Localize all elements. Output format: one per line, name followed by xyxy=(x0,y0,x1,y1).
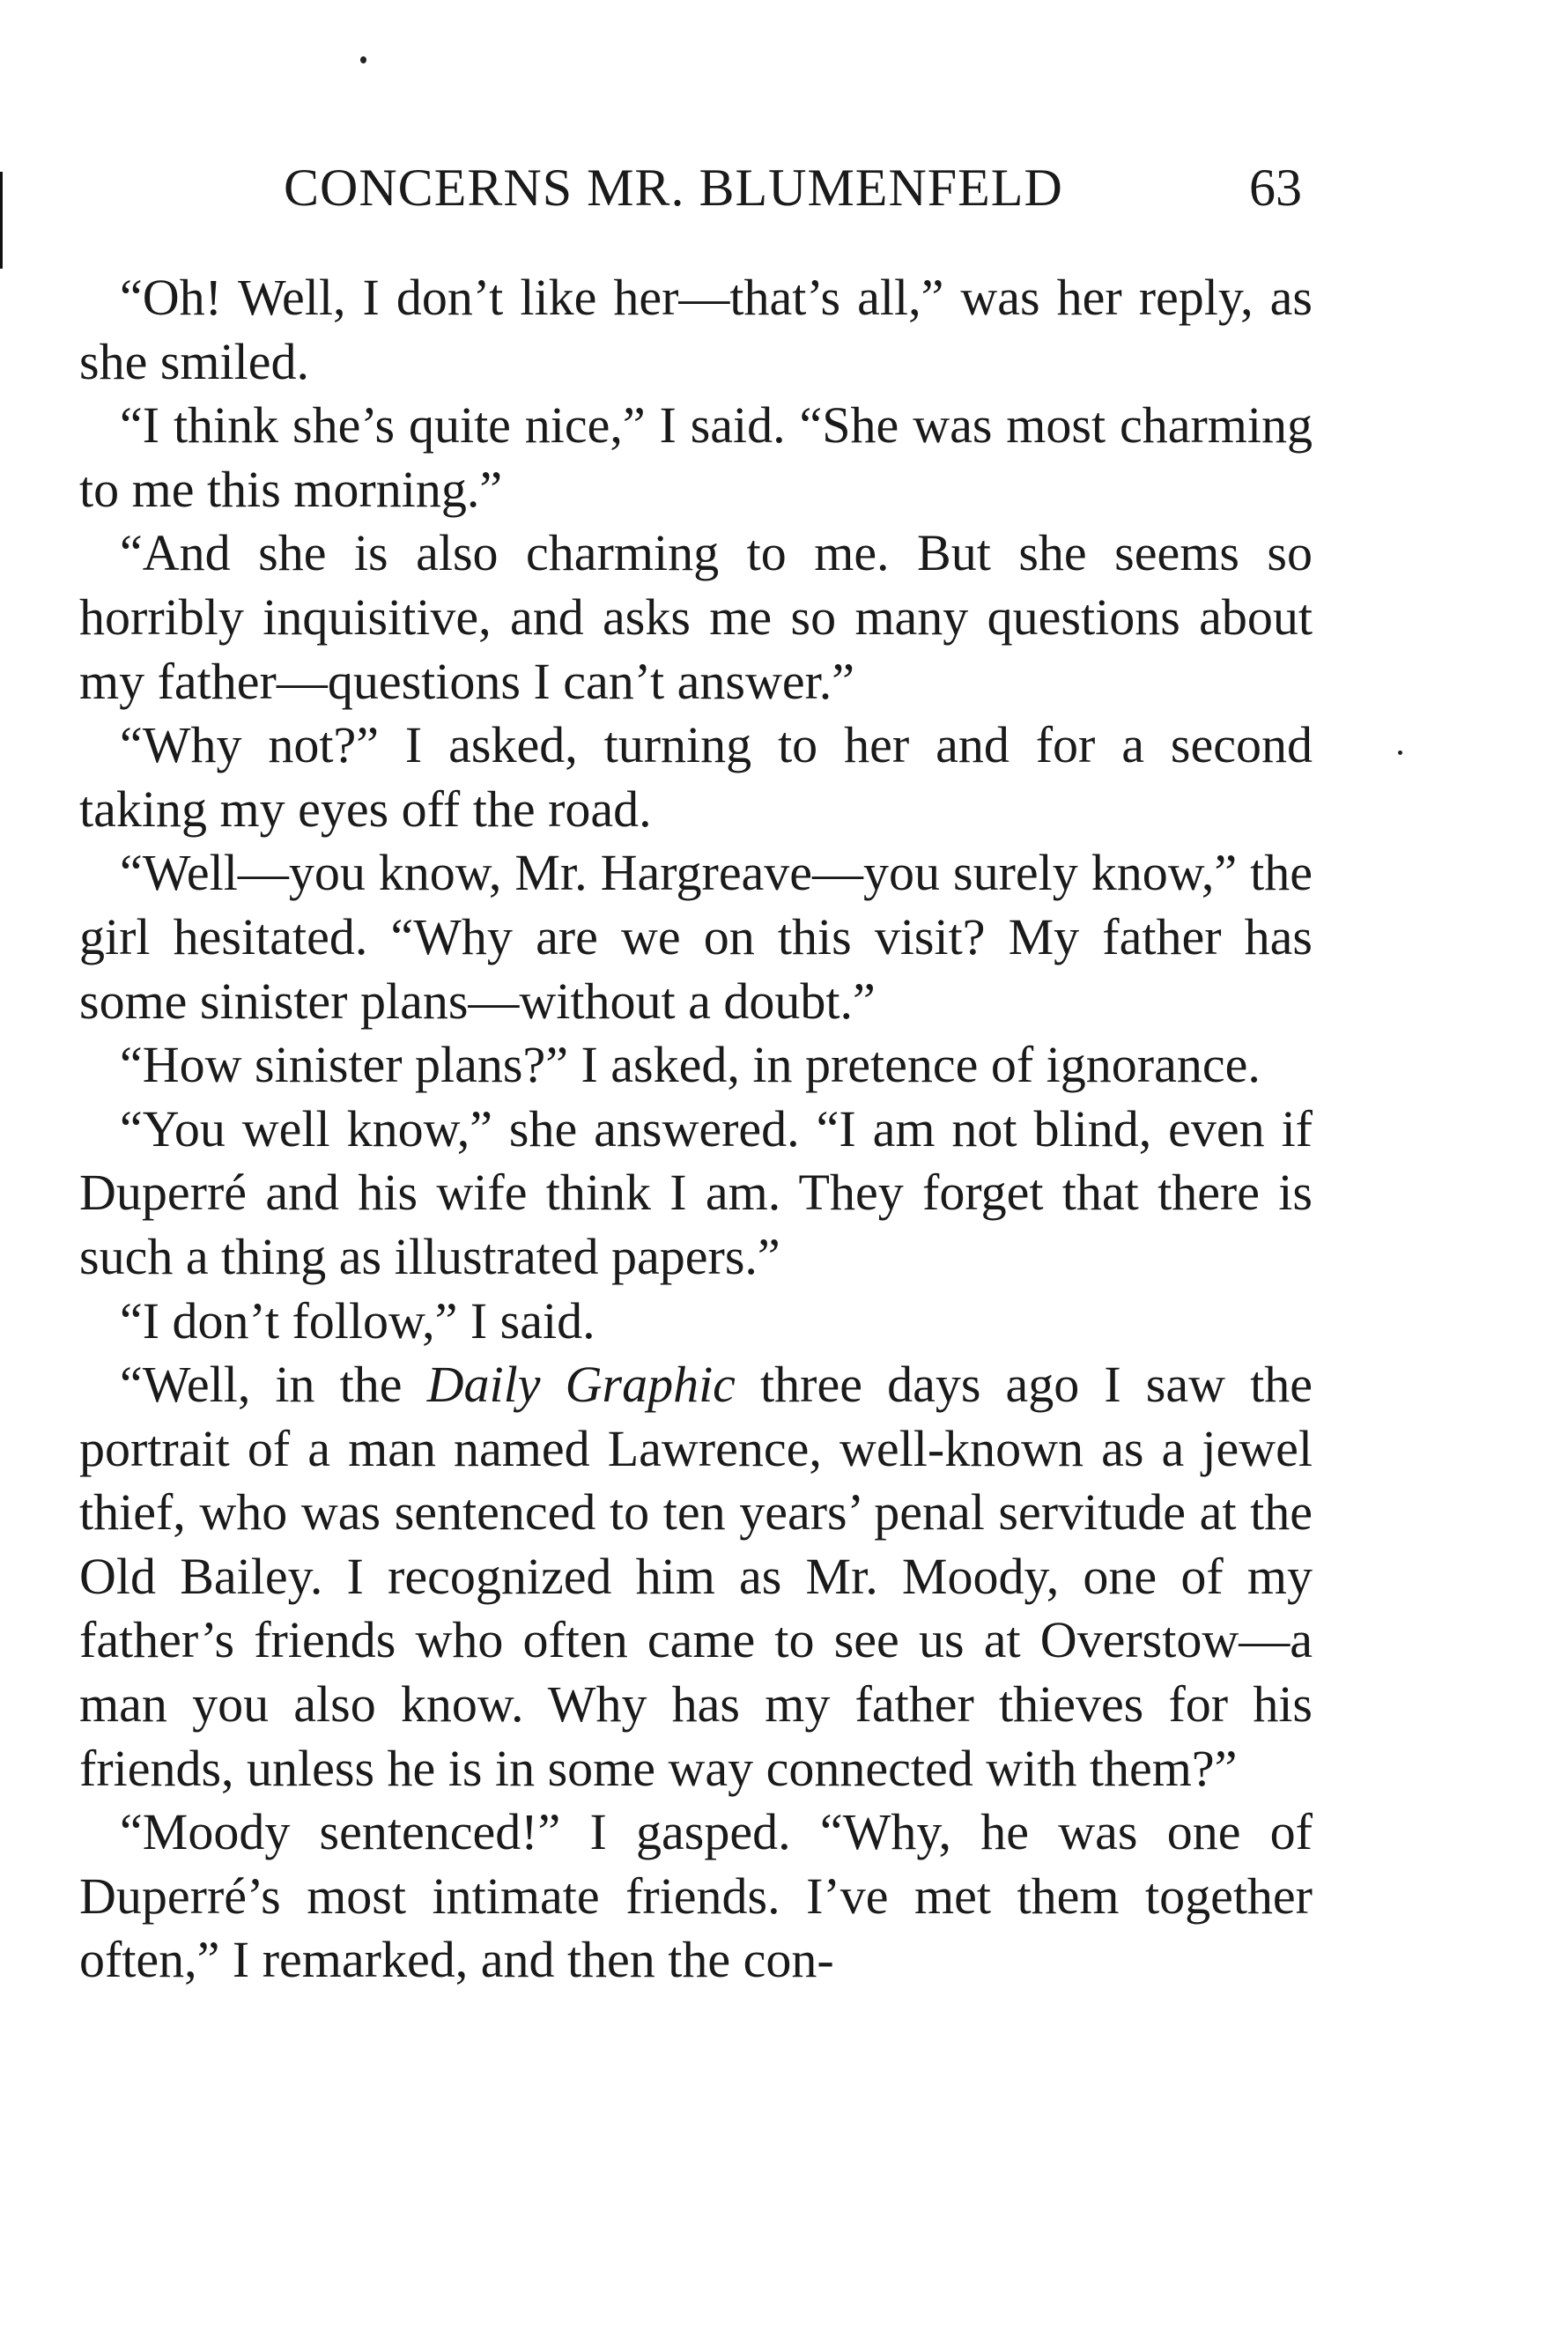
body-text xyxy=(79,266,1313,1993)
paragraph: “Well—you know, Mr. Hargreave—you surely know,” the girl hesitated. “Why are we on this visit? My father has some sinister plans—without a doubt.” xyxy=(79,844,1313,1030)
ink-speck xyxy=(1398,750,1402,755)
running-title: CONCERNS MR. BLUMENFELD xyxy=(284,159,1063,217)
paragraph-text: three days ago I saw the portrait of a man named Lawrence, well-known as a jewel thief, who was sentenced to ten years’ penal servitude at the Old Bailey. I recognized him as Mr. Moody, one of my father’s friends who often came to see us at Overstow—a man you also know. Why has my father thieves for his friends, unless he is in some way connected with them?” xyxy=(79,1356,1313,1797)
paragraph: “And she is also charming to me. But she seems so horribly inquisitive, and asks me so many questions about my father—questions I can’t answer.” xyxy=(79,524,1313,710)
paragraph: “How sinister plans?” I asked, in pretence of ignorance. xyxy=(120,1036,1261,1094)
paragraph: “Moody sentenced!” I gasped. “Why, he was one of Duperré’s most intimate friends. I’ve met them together often,” I remarked, and then the con- xyxy=(79,1803,1313,1989)
running-head xyxy=(0,157,1568,218)
paragraph xyxy=(79,1353,1313,1800)
ink-speck xyxy=(360,56,366,63)
page-number: 63 xyxy=(1249,159,1302,217)
paragraph: “Oh! Well, I don’t like her—that’s all,” was her reply, as she smiled. xyxy=(79,269,1313,390)
paragraph: “I don’t follow,” I said. xyxy=(120,1291,595,1349)
newspaper-title: Daily Graphic xyxy=(426,1356,736,1414)
paragraph: “You well know,” she answered. “I am not blind, even if Duperré and his wife think I am. They forget that there is such a thing as illustrated papers.” xyxy=(79,1099,1313,1285)
paragraph: “Why not?” I asked, turning to her and for a second taking my eyes off the road. xyxy=(79,716,1313,838)
paragraph: “I think she’s quite nice,” I said. “She was most charming to me this morning.” xyxy=(79,396,1313,518)
paragraph-text: “Well, in the xyxy=(120,1356,427,1414)
